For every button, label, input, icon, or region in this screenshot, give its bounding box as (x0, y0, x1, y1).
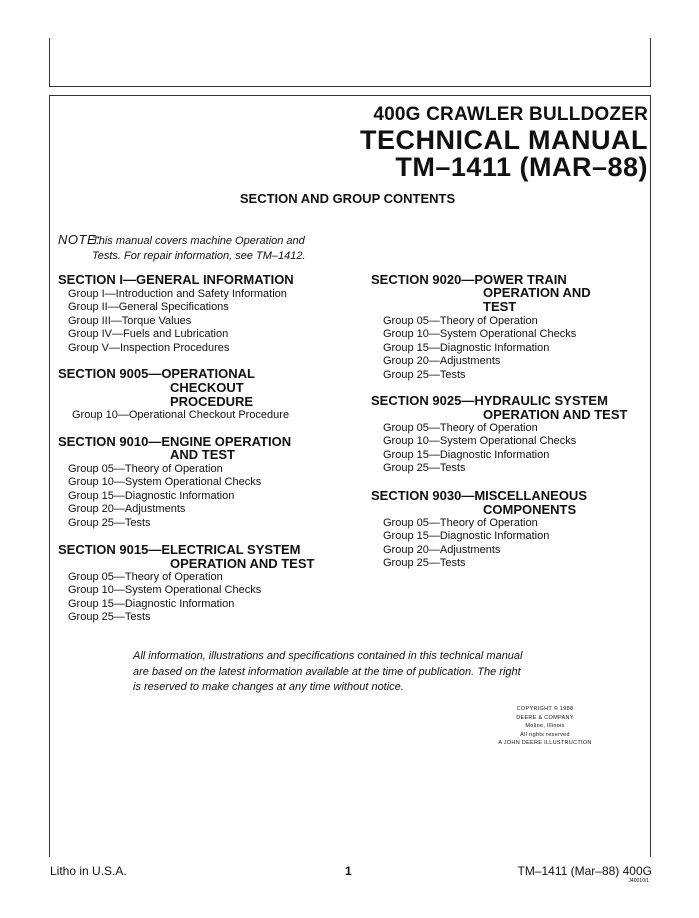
disclaimer-line3: is reserved to make changes at any time without notice. (133, 681, 404, 693)
group-item: Group 20—Adjustments (383, 355, 501, 368)
machine-title: 400G CRAWLER BULLDOZER (373, 104, 648, 125)
group-item: Group 10—System Operational Checks (383, 328, 577, 341)
group-item: Group 25—Tests (383, 368, 466, 381)
contents-heading: SECTION AND GROUP CONTENTS (239, 191, 456, 206)
copyright-line4: All rights reserved (520, 731, 570, 738)
section-9020-heading-cont2: TEST (483, 299, 517, 314)
footer-code: J40010/1 (628, 878, 649, 884)
copyright-block (470, 705, 620, 748)
section-9005-heading-cont1: CHECKOUT (170, 380, 244, 395)
manual-type-title: TECHNICAL MANUAL (360, 125, 648, 155)
disclaimer-line1: All information, illustrations and specifications contained in this technical manual (133, 650, 523, 662)
copyright-line2: DEERE & COMPANY (516, 714, 574, 721)
group-item: Group 05—Theory of Operation (383, 517, 538, 529)
group-item: Group 05—Theory of Operation (383, 315, 538, 327)
group-item: Group 05—Theory of Operation (68, 571, 223, 583)
section-9005-heading-cont2: PROCEDURE (170, 394, 254, 409)
group-item: Group I—Introduction and Safety Information (68, 288, 287, 300)
group-item: Group 10—System Operational Checks (383, 435, 577, 448)
frame-top-right-edge (650, 38, 651, 86)
section-9020-heading: SECTION 9020—POWER TRAIN (371, 272, 567, 287)
group-item: Group 25—Tests (383, 557, 466, 570)
group-item: Group 10—System Operational Checks (68, 476, 262, 489)
manual-number-title: TM–1411 (MAR–88) (395, 152, 648, 182)
frame-left-edge (49, 95, 50, 857)
section-9020-heading-cont1: OPERATION AND (483, 285, 591, 300)
group-item: Group 10—Operational Checkout Procedure (72, 409, 290, 421)
disclaimer (133, 649, 523, 696)
note-block (58, 232, 306, 262)
section-9025-heading: SECTION 9025—HYDRAULIC SYSTEM (371, 393, 608, 408)
section-9020-groups (383, 315, 576, 382)
group-item: Group IV—Fuels and Lubrication (68, 328, 229, 341)
group-item: Group 25—Tests (68, 516, 151, 529)
section-i-groups (68, 288, 287, 355)
section-9030-heading: SECTION 9030—MISCELLANEOUS (371, 488, 587, 503)
frame-right-edge (650, 95, 651, 857)
section-9015-groups (68, 571, 261, 625)
group-item: Group 20—Adjustments (383, 543, 501, 556)
section-9025-heading-cont1: OPERATION AND TEST (483, 407, 628, 422)
copyright-line1: COPYRIGHT © 1988 (516, 706, 574, 712)
section-9015-heading-cont1: OPERATION AND TEST (170, 556, 315, 571)
note-label: NOTE: (58, 232, 101, 247)
group-item: Group 10—System Operational Checks (68, 584, 262, 597)
section-i-heading: SECTION I—GENERAL INFORMATION (58, 272, 294, 287)
section-9005-groups (72, 409, 289, 422)
group-item: Group 05—Theory of Operation (68, 463, 223, 475)
group-item: Group 05—Theory of Operation (383, 422, 538, 434)
group-item: Group 15—Diagnostic Information (68, 597, 235, 610)
frame-top-left-edge (49, 38, 50, 86)
group-item: Group II—General Specifications (68, 301, 229, 314)
section-9015-heading: SECTION 9015—ELECTRICAL SYSTEM (58, 542, 301, 557)
section-9030-groups (383, 517, 549, 571)
group-item: Group 15—Diagnostic Information (68, 489, 235, 502)
group-item: Group 25—Tests (383, 462, 466, 475)
group-item: Group 15—Diagnostic Information (383, 341, 550, 354)
page-number: 1 (345, 864, 352, 878)
note-text-line2: Tests. For repair information, see TM–1412. (92, 250, 306, 262)
section-9005-heading: SECTION 9005—OPERATIONAL (58, 366, 255, 381)
copyright-line3: Moline, Illinois (525, 723, 565, 729)
section-9010-heading: SECTION 9010—ENGINE OPERATION (58, 434, 292, 449)
footer-litho: Litho in U.S.A. (50, 864, 127, 878)
group-item: Group 15—Diagnostic Information (383, 448, 550, 461)
group-item: Group III—Torque Values (68, 314, 192, 327)
copyright-line5: A JOHN DEERE ILLUSTRUCTION (498, 740, 592, 746)
frame-header-rule (49, 95, 651, 96)
disclaimer-line2: are based on the latest information available at the time of publication. The right (133, 665, 521, 678)
section-9025-groups (383, 422, 576, 476)
section-9030-heading-cont1: COMPONENTS (483, 502, 577, 517)
note-text-line1: This manual covers machine Operation and (92, 235, 305, 247)
section-9010-groups (68, 463, 261, 530)
group-item: Group 20—Adjustments (68, 503, 186, 516)
footer-manual-id: TM–1411 (Mar–88) 400G (517, 864, 652, 878)
frame-top-rule (49, 86, 651, 87)
group-item: Group 15—Diagnostic Information (383, 530, 550, 543)
group-item: Group 25—Tests (68, 611, 151, 624)
group-item: Group V—Inspection Procedures (68, 341, 230, 354)
section-9010-heading-cont1: AND TEST (170, 447, 235, 462)
